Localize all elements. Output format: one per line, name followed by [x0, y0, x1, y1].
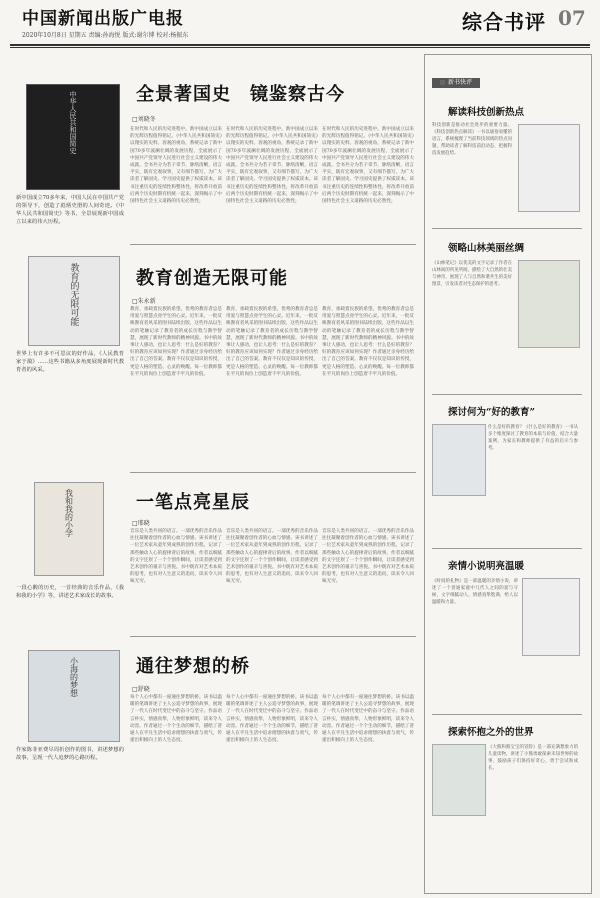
- sidebar-item-text: 《山林笔记》以优美的文字记录了作者在山林间的所见所闻，描绘了大自然的壮美与神奇，展现了人与自然和谐共生的美好图景，引发读者对生态保护的思考。: [432, 261, 512, 287]
- sidebar-divider: [432, 228, 582, 229]
- book-cover-image: [26, 84, 120, 190]
- masthead: [0, 0, 600, 46]
- sidebar-book-cover: [522, 578, 580, 656]
- article-author: □邢晓: [132, 520, 150, 527]
- article-title: 一笔点亮星辰: [136, 492, 250, 513]
- image-caption: 新中国成立70多年来，中国人民在中国共产党的领导下，创造了彪炳史册的人间奇迹。《中华人民共和国简史》等书，全景展现新中国成立以来的伟大历程。: [16, 195, 124, 225]
- article-divider: [130, 244, 416, 245]
- sidebar-item-text: 科技创新是推动社会进步的重要力量。《科技创新热点解读》一书以通俗易懂的语言，系统梳理了当前科技领域的热点问题，帮助读者了解科技前沿动态，把握科技发展趋势。: [432, 123, 512, 156]
- article-body: 在时代和人民的历史进程中，新中国成立以来的光辉历程值得铭记。《中华人民共和国简史》以翔实的史料、客观的视角，系统记录了新中国70多年波澜壮阔的发展历程，全面展示了中国共产党领导人民进行社会主义建设的伟大成就。全书共分为若干章节，脉络清晰，语言平实，既有宏观叙事，又有细节描写，为广大读者了解国史、学习国史提供了权威读本。该书注重历史的连续性和整体性，将改革开放前后两个历史时期有机统一起来，深刻揭示了中国特色社会主义道路的历史必然性。: [322, 127, 414, 205]
- sidebar-tag-label: 新书快评: [447, 79, 472, 86]
- book-spine-label: 小海的梦想: [69, 657, 79, 697]
- article-body: 每个人心中都有一座通往梦想的桥。该书以温暖的笔调讲述了主人公追寻梦想的故事，展现了一代人在时代变迁中的奋斗与坚守。作品语言朴实，情感真挚，人物形象鲜明，读来令人动容。作者通过一个个生动的细节，描绘了普通人在平凡生活中追求理想的执着与勇气，传递出积极向上的人生态度。: [130, 695, 222, 744]
- newspaper-logo: 中国新闻出版广电报: [22, 9, 184, 29]
- article-body: 每个人心中都有一座通往梦想的桥。该书以温暖的笔调讲述了主人公追寻梦想的故事，展现了一代人在时代变迁中的奋斗与坚守。作品语言朴实，情感真挚，人物形象鲜明，读来令人动容。作者通过一个个生动的细节，描绘了普通人在平凡生活中追求理想的执着与勇气，传递出积极向上的人生态度。: [322, 695, 414, 744]
- article-body: 每个人心中都有一座通往梦想的桥。该书以温暖的笔调讲述了主人公追寻梦想的故事，展现了一代人在时代变迁中的奋斗与坚守。作品语言朴实，情感真挚，人物形象鲜明，读来令人动容。作者通过一个个生动的细节，描绘了普通人在平凡生活中追求理想的执着与勇气，传递出积极向上的人生态度。: [226, 695, 318, 744]
- masthead-rule-thin: [10, 47, 590, 48]
- book-spine-label: 中华人民共和国简史: [69, 91, 77, 154]
- article-title: 通往梦想的桥: [136, 656, 250, 677]
- article-author: □舒晓: [132, 686, 150, 693]
- article-body: 教育，承载着民族的希望。优秀的教育者总是用爱与智慧点亮学生的心灵。近年来，一批反映教育者风采的图书陆续出版，这些作品以生动的笔触记录了教育者的成长历程与教学智慧，展现了新时代教师的精神风貌。书中的故事让人感动，也让人思考：什么是好的教育？好的教育应该如何实现？作者通过亲身经历给出了自己的答案。教育不仅仅是知识的传授，更是人格的塑造、心灵的唤醒。每一位教师都在平凡的岗位上创造着不平凡的价值。: [226, 307, 318, 377]
- article-title: 教育创造无限可能: [136, 268, 288, 289]
- tag-square-icon: [440, 80, 445, 85]
- article-title: 全景著国史 镜鉴察古今: [136, 84, 345, 105]
- sidebar-book-cover: [432, 424, 486, 496]
- sidebar-item-title: 亲情小说明亮温暖: [448, 561, 525, 572]
- image-caption: 作家陈菲亚费尽周折创作的图书，讲述梦想的故事，呈现一代人追梦的心路历程。: [16, 747, 124, 761]
- article-divider: [130, 472, 416, 473]
- sidebar-book-cover: [432, 744, 486, 816]
- article-body: 教育，承载着民族的希望。优秀的教育者总是用爱与智慧点亮学生的心灵。近年来，一批反映教育者风采的图书陆续出版，这些作品以生动的笔触记录了教育者的成长历程与教学智慧，展现了新时代教师的精神风貌。书中的故事让人感动，也让人思考：什么是好的教育？好的教育应该如何实现？作者通过亲身经历给出了自己的答案。教育不仅仅是知识的传授，更是人格的塑造、心灵的唤醒。每一位教师都在平凡的岗位上创造着不平凡的价值。: [322, 307, 414, 377]
- image-caption: 世界上有许多不可思议的好作品，《人民教育家于漪》……这些书籍从多角度展现新时代教育者的风采。: [16, 351, 124, 373]
- book-cover-image: [28, 256, 120, 346]
- masthead-rule: [10, 44, 590, 46]
- book-spine-label: 我和我的小学: [64, 489, 74, 537]
- sidebar-item-title: 领略山林美丽丝绸: [448, 243, 525, 254]
- article-body: 在时代和人民的历史进程中，新中国成立以来的光辉历程值得铭记。《中华人民共和国简史》以翔实的史料、客观的视角，系统记录了新中国70多年波澜壮阔的发展历程，全面展示了中国共产党领导人民进行社会主义建设的伟大成就。全书共分为若干章节，脉络清晰，语言平实，既有宏观叙事，又有细节描写，为广大读者了解国史、学习国史提供了权威读本。该书注重历史的连续性和整体性，将改革开放前后两个历史时期有机统一起来，深刻揭示了中国特色社会主义道路的历史必然性。: [226, 127, 318, 205]
- sidebar-item-title: 解读科技创新热点: [448, 107, 525, 118]
- image-caption: 一段心酸的历史，一首经典的音乐作品，《我和我的小学》等，讲述艺术家成长的故事。: [16, 585, 124, 599]
- article-body: 音乐是人类共同的语言。一部优秀的音乐作品往往凝聚着创作者的心血与情感。该书讲述了一位艺术家从童年到成熟的创作历程，记录了那些触动人心的旋律背后的故事。作者以细腻的文字还原了一个个创作瞬间，让读者感受到艺术创作的艰辛与喜悦。书中既有对艺术本质的思考，也有对人生意义的追问，读来令人回味无穷。: [130, 529, 222, 585]
- article-body: 教育，承载着民族的希望。优秀的教育者总是用爱与智慧点亮学生的心灵。近年来，一批反映教育者风采的图书陆续出版，这些作品以生动的笔触记录了教育者的成长历程与教学智慧，展现了新时代教师的精神风貌。书中的故事让人感动，也让人思考：什么是好的教育？好的教育应该如何实现？作者通过亲身经历给出了自己的答案。教育不仅仅是知识的传授，更是人格的塑造、心灵的唤醒。每一位教师都在平凡的岗位上创造着不平凡的价值。: [130, 307, 222, 377]
- article-body: 音乐是人类共同的语言。一部优秀的音乐作品往往凝聚着创作者的心血与情感。该书讲述了一位艺术家从童年到成熟的创作历程，记录了那些触动人心的旋律背后的故事。作者以细腻的文字还原了一个个创作瞬间，让读者感受到艺术创作的艰辛与喜悦。书中既有对艺术本质的思考，也有对人生意义的追问，读来令人回味无穷。: [322, 529, 414, 585]
- article-author: □刘晓冬: [132, 116, 156, 123]
- sidebar-item-text: 《大熊和熊宝宝的冒险》是一部充满想象力的儿童读物，讲述了小熊勇敢探索未知世界的故事，鼓励孩子们保持好奇心，勇于尝试和成长。: [488, 745, 578, 771]
- book-spine-label: 教育的无限可能: [68, 263, 79, 326]
- article-body: 在时代和人民的历史进程中，新中国成立以来的光辉历程值得铭记。《中华人民共和国简史》以翔实的史料、客观的视角，系统记录了新中国70多年波澜壮阔的发展历程，全面展示了中国共产党领导人民进行社会主义建设的伟大成就。全书共分为若干章节，脉络清晰，语言平实，既有宏观叙事，又有细节描写，为广大读者了解国史、学习国史提供了权威读本。该书注重历史的连续性和整体性，将改革开放前后两个历史时期有机统一起来，深刻揭示了中国特色社会主义道路的历史必然性。: [130, 127, 222, 205]
- article-body: 音乐是人类共同的语言。一部优秀的音乐作品往往凝聚着创作者的心血与情感。该书讲述了一位艺术家从童年到成熟的创作历程，记录了那些触动人心的旋律背后的故事。作者以细腻的文字还原了一个个创作瞬间，让读者感受到艺术创作的艰辛与喜悦。书中既有对艺术本质的思考，也有对人生意义的追问，读来令人回味无穷。: [226, 529, 318, 585]
- page-number: 07: [558, 6, 586, 30]
- section-title: 综合书评: [462, 10, 546, 34]
- sidebar-divider: [432, 548, 582, 549]
- sidebar-item-title: 探讨何为“好的教育”: [448, 407, 535, 418]
- sidebar-item-text: 什么是好的教育？《什么是好的教育》一书从多个维度探讨了教育的本质与价值，结合大量案例，为家长和教师提供了有益的启示与参考。: [488, 425, 578, 451]
- sidebar-tag: [432, 78, 480, 88]
- sidebar-book-cover: [518, 124, 580, 212]
- book-cover-image: [28, 650, 120, 742]
- article-author: □朱永新: [132, 298, 156, 305]
- sidebar-item-title: 探索怀抱之外的世界: [448, 727, 534, 738]
- sidebar-divider: [432, 714, 582, 715]
- sidebar-item-text: 《时间的礼物》是一部温暖的亲情小说，讲述了一个普通家庭中几代人之间的爱与守候，文字细腻动人，情感真挚饱满，给人以温暖和力量。: [432, 579, 518, 605]
- article-divider: [130, 636, 416, 637]
- issue-meta: 2020年10月8日 星期五 责编:孙海悦 版式:谢尔博 校对:杨振东: [22, 32, 189, 39]
- sidebar-divider: [432, 394, 582, 395]
- book-cover-image: [34, 482, 104, 576]
- sidebar-book-cover: [518, 260, 580, 348]
